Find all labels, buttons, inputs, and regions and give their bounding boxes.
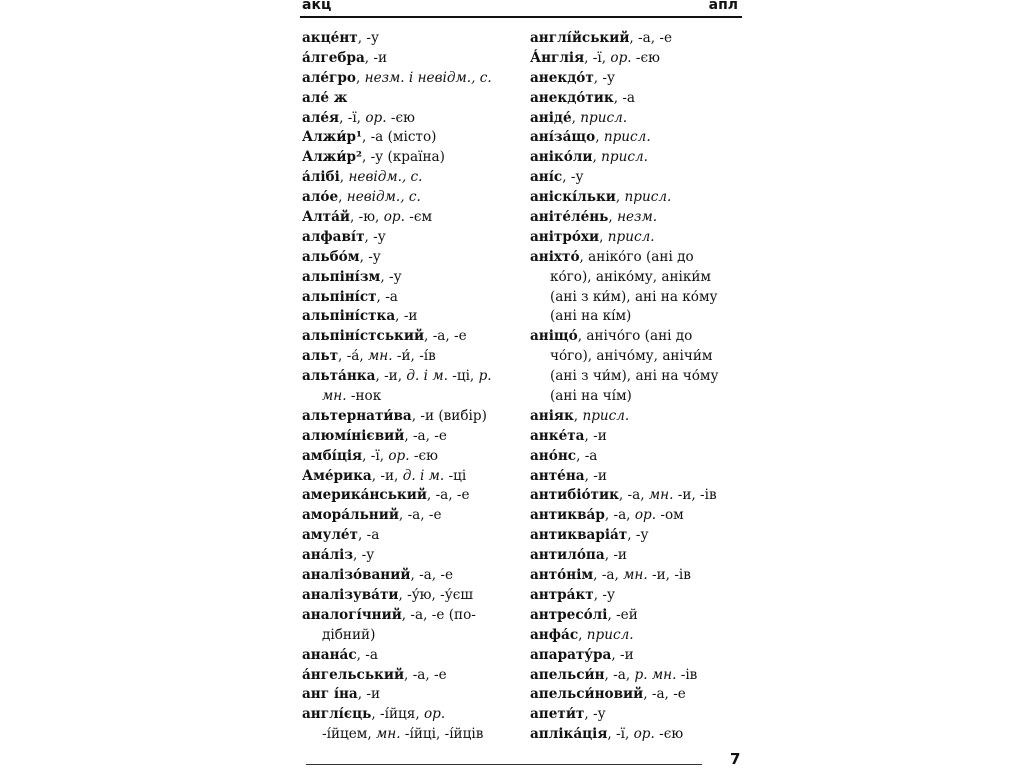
entry-text: , -а, -е: [643, 686, 686, 703]
dictionary-entry-line: [530, 447, 745, 467]
entry-text: , -у: [562, 169, 584, 186]
dictionary-entry-line: [530, 188, 745, 208]
headword: алфаві́т: [302, 228, 365, 245]
headword: анте́на: [530, 467, 585, 484]
headword: америка́нський: [302, 487, 427, 504]
grammar-note: присл.: [586, 626, 634, 643]
entry-text: дібний): [322, 626, 376, 643]
dictionary-entry-line: [530, 29, 745, 49]
dictionary-entry-line: [302, 427, 532, 447]
dictionary-entry-line: [530, 467, 745, 487]
headword: аналізува́ти: [302, 586, 399, 603]
headword: аналізо́ваний: [302, 567, 411, 584]
dictionary-entry-line: [302, 89, 532, 109]
grammar-note: невідм., с.: [348, 169, 423, 186]
entry-text: , -а, -е (по-: [401, 606, 476, 623]
entry-text: -ом: [656, 507, 684, 524]
headword: анке́та: [530, 427, 585, 444]
dictionary-entry-line: [302, 725, 532, 745]
dictionary-entry-line: [530, 506, 745, 526]
dictionary-entry-line: [530, 606, 745, 626]
entry-text: ,: [573, 407, 583, 424]
entry-text: -и, -ів: [673, 487, 717, 504]
grammar-note: мн.: [376, 726, 401, 743]
entry-text: ,: [338, 189, 347, 206]
entry-text: , -у: [584, 706, 606, 723]
headword: анфа́с: [530, 626, 579, 643]
headword: акце́нт: [302, 30, 358, 46]
headword: альта́нка: [302, 368, 376, 385]
dictionary-entry-line: [302, 666, 532, 686]
dictionary-entry-line: [530, 288, 745, 308]
headword: аніхто́: [530, 248, 580, 265]
entry-text: ,: [608, 209, 618, 226]
grammar-note: присл.: [582, 407, 630, 424]
entry-text: ко́го), аніко́му, аніки́м: [550, 268, 711, 285]
headword: аналогі́чний: [302, 606, 402, 623]
entry-text: -нок: [346, 388, 382, 405]
dictionary-entry-line: [302, 69, 532, 89]
dictionary-entry-line: [302, 29, 532, 49]
running-head: [300, 0, 742, 18]
dictionary-entry-line: [302, 188, 532, 208]
headword: анітро́хи: [530, 228, 600, 245]
dictionary-entry-line: [530, 427, 745, 447]
entry-text: , -у: [359, 248, 381, 265]
entry-text: , -ї,: [362, 447, 389, 464]
headword: анекдо́тик: [530, 89, 614, 106]
dictionary-entry-line: [302, 586, 532, 606]
grammar-note: ор.: [383, 209, 405, 226]
entry-text: -єю: [386, 109, 415, 126]
headword: Алжи́р²: [302, 149, 362, 166]
dictionary-entry-line: [530, 526, 745, 546]
entry-text: -єм: [404, 209, 433, 226]
entry-text: , -у (країна): [361, 149, 445, 166]
dictionary-entry-line: [302, 128, 532, 148]
entry-text: ,: [355, 69, 365, 86]
entry-text: ,: [615, 189, 625, 206]
headword: альпіні́ст: [302, 288, 377, 305]
dictionary-entry-line: [530, 666, 745, 686]
grammar-note: присл.: [603, 129, 651, 146]
entry-text: , -ї,: [584, 49, 611, 66]
headword: амора́льний: [302, 507, 399, 524]
entry-text: , -а, -е: [410, 567, 454, 584]
dictionary-entry-line: [530, 248, 745, 268]
dictionary-entry-line: [302, 685, 532, 705]
dictionary-entry-line: [530, 626, 745, 646]
dictionary-entry-line: [530, 387, 745, 407]
entry-text: , -и,: [375, 368, 407, 385]
entry-text: , -и: [364, 49, 388, 66]
dictionary-entry-line: [530, 546, 745, 566]
entry-text: , -а (місто): [361, 129, 437, 146]
entry-text: -и, -ів: [647, 567, 691, 584]
headword: англі́єць: [302, 706, 372, 723]
entry-text: , -у: [380, 268, 402, 285]
entry-text: , -у: [357, 30, 379, 46]
entry-text: , -и: [584, 427, 607, 444]
headword: Алжи́р¹: [302, 129, 362, 146]
headword: альт: [302, 348, 339, 365]
dictionary-entry-line: [530, 168, 745, 188]
dictionary-entry-line: [302, 228, 532, 248]
dictionary-entry-line: [302, 447, 532, 467]
entry-text: , -а,: [604, 507, 635, 524]
entry-text: , -и: [584, 467, 607, 484]
entry-text: , -ей: [607, 606, 638, 623]
entry-text: ,: [571, 109, 581, 126]
dictionary-entry-line: [302, 288, 532, 308]
headword: англі́йський: [530, 30, 630, 46]
grammar-note: ор.: [633, 726, 655, 743]
dictionary-entry-line: [302, 268, 532, 288]
dictionary-entry-line: [530, 486, 745, 506]
entry-text: , -а: [376, 288, 398, 305]
headword: антра́кт: [530, 586, 594, 603]
entry-text: , -а: [613, 89, 636, 106]
dictionary-entry-line: [530, 228, 745, 248]
dictionary-entry-line: [302, 208, 532, 228]
dictionary-entry-line: [530, 725, 745, 745]
dictionary-entry-line: [530, 407, 745, 427]
header-left-guide-word: акц: [302, 0, 332, 13]
dictionary-entry-line: [302, 367, 532, 387]
headword: ані́за́що: [530, 129, 596, 146]
entry-text: , -а, -е: [629, 30, 673, 46]
dictionary-entry-line: [530, 148, 745, 168]
headword: апарату́ра: [530, 646, 612, 663]
entry-text: , -и (вибір): [411, 407, 487, 424]
grammar-note: р.: [478, 368, 492, 385]
footer-rule: [306, 764, 702, 765]
entry-text: чо́го), анічо́му, анічи́м: [550, 348, 713, 365]
headword: анекдо́т: [530, 69, 594, 86]
headword: аніко́ли: [530, 149, 593, 166]
entry-text: , -и,: [371, 467, 403, 484]
entry-text: -єю: [631, 49, 660, 66]
headword: ало́е: [302, 189, 339, 206]
entry-text: , -ї,: [339, 109, 366, 126]
entry-text: , -а: [357, 527, 380, 544]
headword: антресо́лі: [530, 606, 608, 623]
dictionary-entry-line: [530, 128, 745, 148]
grammar-note: присл.: [601, 149, 648, 166]
headword: але́я: [302, 109, 340, 126]
headword: альпіні́стський: [302, 328, 425, 345]
entry-text: , -у: [627, 527, 649, 544]
headword: анг і́на: [302, 686, 358, 703]
entry-text: , -а, -е: [404, 666, 447, 683]
entry-text: , -а,: [604, 666, 635, 683]
dictionary-entry-line: [530, 367, 745, 387]
entry-text: ,: [599, 228, 608, 245]
entry-text: , -у: [593, 586, 615, 603]
entry-text: , -у́ю, -у́єш: [398, 586, 474, 603]
entry-text: , -ї,: [607, 726, 634, 743]
entry-text: -ці: [444, 467, 467, 484]
dictionary-entry-line: [302, 148, 532, 168]
grammar-note: р. мн.: [634, 666, 677, 683]
dictionary-entry-line: [302, 646, 532, 666]
dictionary-entry-line: [530, 208, 745, 228]
headword: апельси́н: [530, 666, 605, 683]
grammar-note: ор.: [610, 49, 632, 66]
entry-text: (ані з ки́м), ані на ко́му: [550, 288, 718, 305]
headword: ані́с: [530, 169, 563, 186]
grammar-note: присл.: [624, 189, 672, 206]
grammar-note: ор.: [634, 507, 657, 524]
dictionary-entry-line: [302, 566, 532, 586]
entry-text: , -и: [357, 686, 381, 703]
headword: амбі́ція: [302, 447, 363, 464]
grammar-note: незм. і невідм., с.: [364, 69, 492, 86]
headword: аніде́: [530, 109, 572, 126]
entry-text: ,: [592, 149, 602, 166]
dictionary-entry-line: [530, 69, 745, 89]
entry-text: , -а, -е: [424, 328, 467, 345]
entry-text: -ів: [676, 666, 698, 683]
dictionary-entry-line: [302, 387, 532, 407]
entry-text: -єю: [654, 726, 684, 743]
grammar-note: присл.: [580, 109, 628, 126]
headword: А́нглія: [530, 49, 585, 66]
headword: апети́т: [530, 706, 585, 723]
headword: Аме́рика: [302, 467, 372, 484]
headword: ано́нс: [530, 447, 577, 464]
entry-text: -і́йцем,: [322, 726, 377, 743]
headword: але́ ж: [302, 89, 348, 106]
headword: а́лгебра: [302, 49, 365, 66]
entry-text: (ані з чи́м), ані на чо́му: [550, 368, 719, 385]
dictionary-entry-line: [302, 606, 532, 626]
page-number: 7: [730, 750, 741, 768]
dictionary-entry-line: [302, 248, 532, 268]
headword: аніскі́льки: [530, 189, 616, 206]
dictionary-entry-line: [530, 705, 745, 725]
grammar-note: невідм., с.: [346, 189, 421, 206]
dictionary-entry-line: [302, 407, 532, 427]
dictionary-entry-line: [302, 626, 532, 646]
dictionary-entry-line: [530, 347, 745, 367]
dictionary-entry-line: [302, 109, 532, 129]
entry-text: ,: [595, 129, 604, 146]
left-column: [302, 29, 532, 745]
entry-text: -ці,: [447, 368, 479, 385]
entry-text: , -а, -е: [426, 487, 470, 504]
dictionary-entry-line: [302, 307, 532, 327]
headword: альбо́м: [302, 248, 360, 265]
dictionary-entry-line: [302, 526, 532, 546]
entry-text: , -а, -е: [398, 507, 442, 524]
entry-text: , -у: [353, 547, 375, 564]
grammar-note: мн.: [623, 567, 648, 584]
dictionary-entry-line: [530, 49, 745, 69]
headword: антило́па: [530, 547, 605, 564]
dictionary-entry-line: [530, 307, 745, 327]
entry-text: ,: [578, 626, 587, 643]
headword: амуле́т: [302, 527, 358, 544]
right-column: [530, 29, 745, 745]
headword: альпіні́зм: [302, 268, 381, 285]
dictionary-entry-line: [530, 586, 745, 606]
dictionary-entry-line: [302, 49, 532, 69]
entry-text: (ані на кі́м): [550, 308, 632, 325]
header-right-guide-word: апл: [708, 0, 738, 13]
headword: апліка́ція: [530, 726, 608, 743]
entry-text: , аніко́го (ані до: [579, 248, 694, 265]
headword: апельси́новий: [530, 686, 644, 703]
dictionary-entry-line: [530, 685, 745, 705]
headword: антикваріа́т: [530, 527, 628, 544]
headword: антиква́р: [530, 507, 605, 524]
grammar-note: ор.: [424, 706, 446, 723]
headword: але́гро: [302, 69, 356, 86]
entry-text: -єю: [409, 447, 438, 464]
entry-text: , -и: [604, 547, 627, 564]
entry-text: , -ю,: [349, 209, 384, 226]
headword: альпіні́стка: [302, 308, 396, 325]
headword: а́нгельський: [302, 666, 405, 683]
dictionary-entry-line: [302, 486, 532, 506]
dictionary-entry-line: [530, 646, 745, 666]
entry-text: , -а: [356, 646, 378, 663]
dictionary-entry-line: [302, 347, 532, 367]
entry-text: -і́йці, -і́йців: [400, 726, 484, 743]
headword: антибіо́тик: [530, 487, 619, 504]
dictionary-entry-line: [302, 705, 532, 725]
entry-text: (ані на чі́м): [550, 388, 632, 405]
entry-text: , -у: [593, 69, 616, 86]
grammar-note: мн.: [368, 348, 393, 365]
grammar-note: ор.: [388, 447, 410, 464]
headword: Алта́й: [302, 209, 350, 226]
grammar-note: мн.: [322, 388, 347, 405]
entry-text: , -а,: [618, 487, 649, 504]
entry-text: , -а,: [593, 567, 624, 584]
dictionary-entry-line: [530, 109, 745, 129]
headword: ана́ліз: [302, 547, 353, 564]
entry-text: , -і́йця,: [371, 706, 424, 723]
dictionary-entry-line: [302, 546, 532, 566]
entry-text: -и́, -і́в: [392, 348, 436, 365]
dictionary-entry-line: [302, 168, 532, 188]
headword: анто́нім: [530, 567, 594, 584]
grammar-note: д. і м.: [402, 467, 445, 484]
entry-text: , -а: [576, 447, 598, 464]
grammar-note: ор.: [365, 109, 387, 126]
dictionary-entry-line: [530, 327, 745, 347]
grammar-note: незм.: [617, 209, 658, 226]
dictionary-entry-line: [530, 268, 745, 288]
entry-text: , -и: [395, 308, 418, 325]
headword: аніяк: [530, 407, 574, 424]
grammar-note: присл.: [607, 228, 655, 245]
entry-text: , -а́,: [338, 348, 369, 365]
entry-text: , -и: [611, 646, 634, 663]
headword: алюмі́нієвий: [302, 427, 405, 444]
dictionary-entry-line: [302, 327, 532, 347]
dictionary-entry-line: [530, 566, 745, 586]
grammar-note: д. і м.: [406, 368, 448, 385]
entry-text: ,: [339, 169, 349, 186]
dictionary-entry-line: [530, 89, 745, 109]
headword: анана́с: [302, 646, 357, 663]
entry-text: , -у: [364, 228, 386, 245]
headword: а́лібі: [302, 169, 340, 186]
dictionary-entry-line: [302, 506, 532, 526]
headword: аніте́ле́нь: [530, 209, 609, 226]
dictionary-entry-line: [302, 467, 532, 487]
headword: альтернати́ва: [302, 407, 412, 424]
entry-text: , анічо́го (ані до: [577, 328, 693, 345]
headword: аніщо́: [530, 328, 578, 345]
entry-text: , -а, -е: [404, 427, 447, 444]
grammar-note: мн.: [648, 487, 674, 504]
